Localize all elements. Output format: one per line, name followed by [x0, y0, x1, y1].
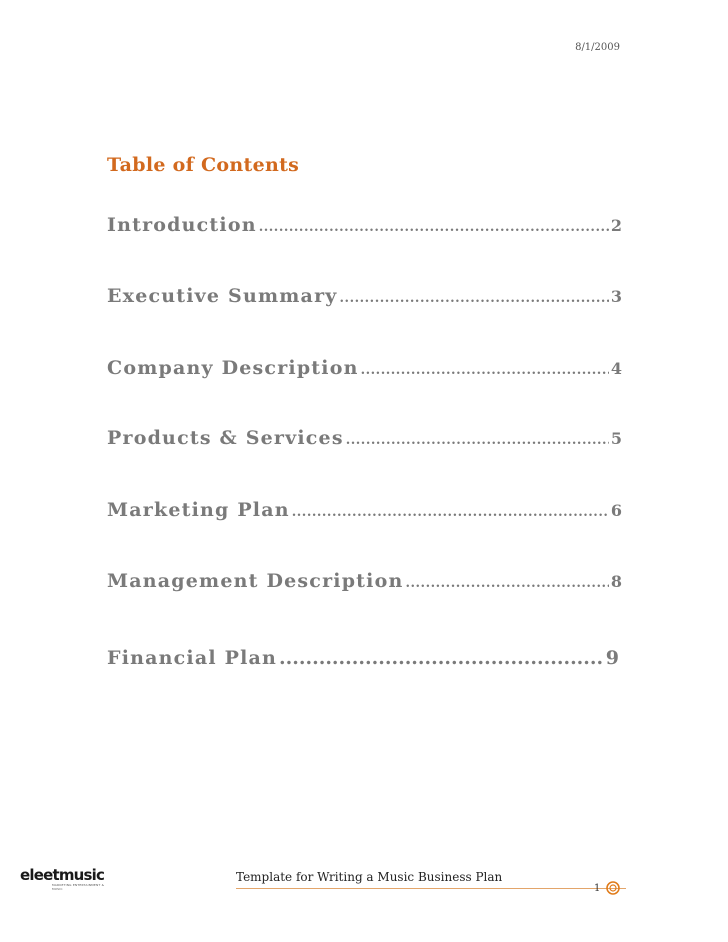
toc-title: Table of Contents: [107, 154, 300, 176]
header-date: 8/1/2009: [575, 42, 620, 53]
dot-leader: [292, 505, 609, 520]
toc-entry-executive-summary[interactable]: [107, 285, 622, 307]
toc-entry-marketing-plan[interactable]: [107, 499, 622, 521]
toc-entry-label: Executive Summary: [107, 285, 338, 307]
toc-entry-management-description[interactable]: [107, 570, 622, 592]
dot-leader: [405, 576, 608, 591]
footer-divider: [236, 888, 626, 889]
page-number: 1: [594, 883, 601, 894]
dot-leader: [259, 220, 609, 235]
toc-entry-financial-plan[interactable]: [107, 647, 619, 669]
toc-entry-page: 9: [605, 647, 619, 669]
toc-entry-company-description[interactable]: [107, 357, 622, 379]
toc-entry-page: 2: [610, 216, 622, 235]
footer-document-title: Template for Writing a Music Business Plan: [236, 870, 503, 884]
toc-entry-introduction[interactable]: [107, 214, 622, 236]
orange-circle-icon: [606, 881, 620, 895]
toc-entry-label: Marketing Plan: [107, 499, 290, 521]
toc-entry-products-services[interactable]: [107, 427, 622, 449]
dot-leader: [279, 647, 604, 669]
toc-entry-page: 3: [610, 287, 622, 306]
eleetmusic-logo: [20, 866, 112, 891]
logo-wordmark: eleetmusic: [20, 866, 105, 884]
toc-entry-page: 5: [610, 429, 622, 448]
toc-entry-label: Management Description: [107, 570, 404, 592]
dot-leader: [340, 291, 609, 306]
dot-leader: [361, 363, 609, 378]
toc-entry-label: Financial Plan: [107, 647, 278, 669]
toc-entry-label: Company Description: [107, 357, 359, 379]
toc-entry-page: 8: [610, 572, 622, 591]
logo-tagline: MARKETING ENTERTAINMENT & MUSIC: [52, 883, 105, 891]
toc-entry-page: 4: [610, 359, 622, 378]
toc-entry-page: 6: [610, 501, 622, 520]
dot-leader: [346, 433, 609, 448]
toc-entry-label: Introduction: [107, 214, 257, 236]
toc-entry-label: Products & Services: [107, 427, 344, 449]
